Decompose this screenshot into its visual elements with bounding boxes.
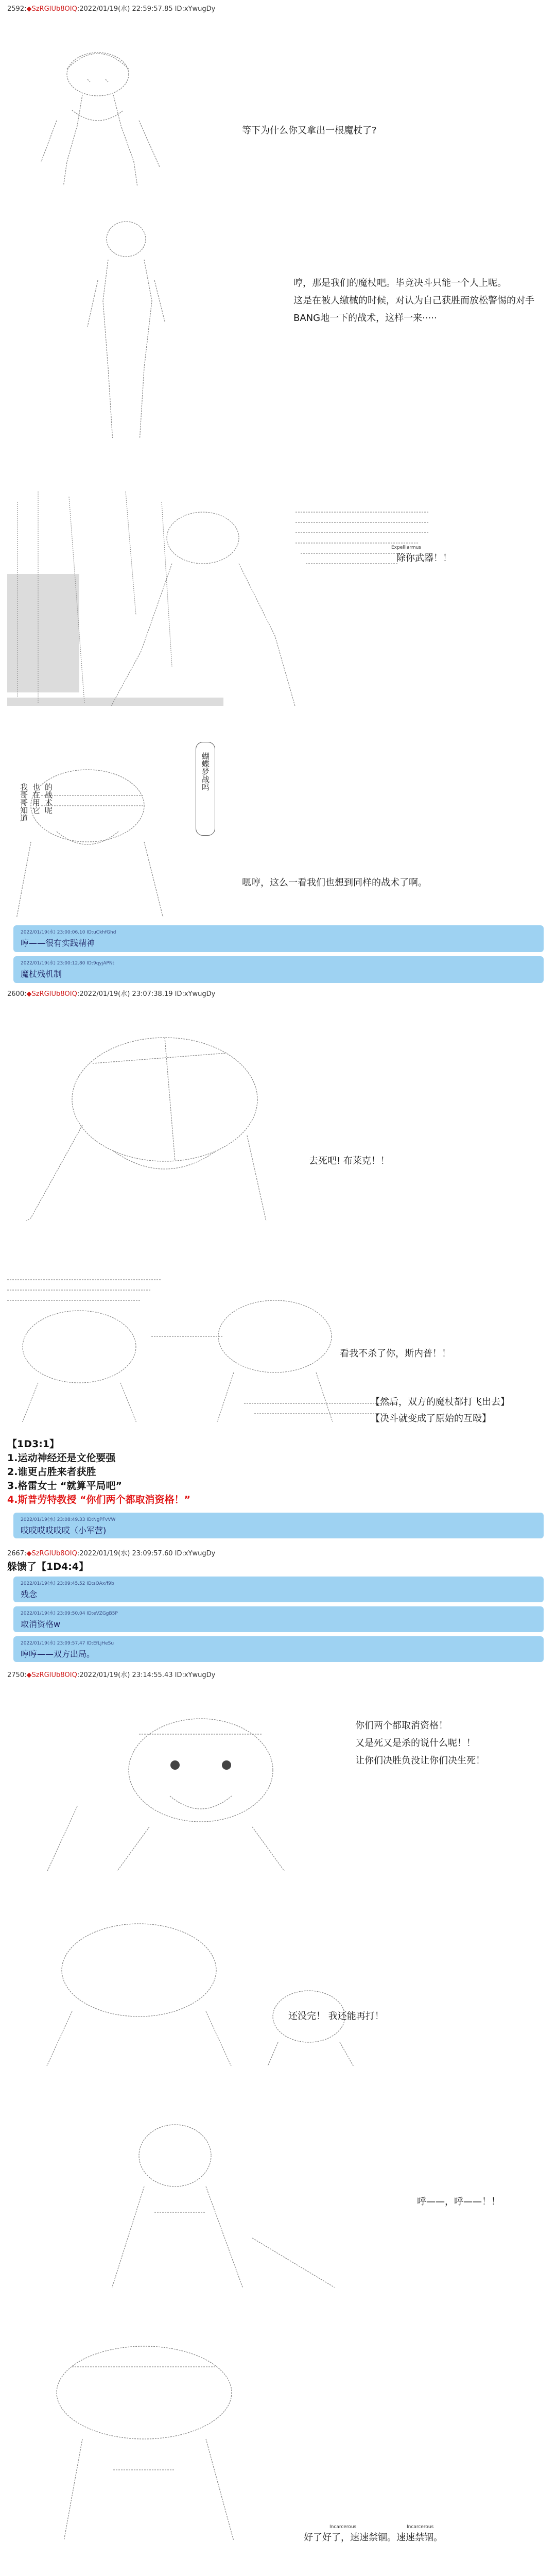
dialogue-line: 呼——，呼——！！ (417, 2196, 500, 2207)
post-number: 2667 (7, 1550, 25, 1557)
spell-ruby: Expelliarmus (391, 545, 421, 550)
vote-option: 2.谁更占胜来者获胜 (7, 1466, 96, 1478)
ascii-art-panel-3 (7, 464, 450, 706)
reply-body: 哼——很有实践精神 (21, 938, 95, 948)
reply-box (13, 925, 544, 952)
dialogue-line: BANG地一下的战术，这样一来····· (293, 313, 437, 324)
vertical-text: 蝴蝶梦战吗 (201, 752, 210, 791)
reply-box (13, 1577, 544, 1602)
ascii-art-panel-1 (10, 21, 185, 185)
post-header: 2600:◆SzRGIUb8OIQ:2022/01/19(水) 23:07:38.19 ID:xYwugDy (7, 990, 216, 998)
ascii-art-panel-9 (77, 2092, 366, 2287)
dialogue-line: 还没完！ 我还能再打！ (288, 2011, 384, 2022)
dialogue-line: 看我不杀了你，斯内普！！ (340, 1348, 451, 1359)
reply-body: 残念 (21, 1589, 38, 1599)
dialogue-line: 去死吧! 布莱克！！ (309, 1156, 390, 1166)
vertical-text: 我哥哥知道 (19, 783, 28, 822)
post-meta: 2022/01/19(水) 23:09:57.60 ID:xYwugDy (79, 1550, 216, 1557)
narration-line: 【决斗就变成了原始的互殴】 (371, 1413, 491, 1424)
post-meta: 2022/01/19(水) 23:07:38.19 ID:xYwugDy (79, 990, 216, 998)
post-header: 2750:◆SzRGIUb8OIQ:2022/01/19(水) 23:14:55.43 ID:xYwugDy (7, 1671, 216, 1679)
reply-box (13, 1513, 544, 1538)
ascii-art-panel-8 (21, 1896, 381, 2066)
ascii-art-panel-6 (7, 1252, 398, 1422)
reply-body: 哼哼——双方出局。 (21, 1649, 95, 1659)
reply-meta: 2022/01/19(水) 23:09:45.52 ID:sOAx/f9b (21, 1581, 114, 1586)
vote-option: 3.格雷女士 “就算平局吧” (7, 1480, 123, 1492)
ascii-art-panel-7 (46, 1686, 324, 1871)
narration-line: 【然后，双方的魔杖都打飞出去】 (371, 1397, 510, 1408)
poster-name: ◆SzRGIUb8OIQ (26, 1550, 77, 1557)
dialogue-line: 这是在被人缴械的时候，对认为自己获胜而放松警惕的对手 (293, 295, 534, 306)
vote-option: 4.斯普劳特教授 “你们两个都取消资格！” (7, 1494, 191, 1505)
reply-body: 取消资格w (21, 1619, 61, 1629)
dialogue-line: 好了好了，速速禁锢。速速禁锢。 (304, 2532, 443, 2543)
reply-body: 哎哎哎哎哎哎（小军营) (21, 1526, 107, 1535)
vertical-text: 的战术呢 (44, 783, 53, 814)
reply-meta: 2022/01/19(水) 23:00:12.80 ID:9qyjAPNt (21, 961, 115, 966)
reply-box (13, 1606, 544, 1632)
dialogue-line: 让你们决胜负没让你们决生死！ (355, 1755, 485, 1766)
ascii-art-panel-10 (21, 2318, 288, 2540)
reply-meta: 2022/01/19(水) 23:09:57.47 ID:EfLjHeSu (21, 1641, 114, 1646)
dice-vote (7, 1437, 190, 1507)
spell-ruby: Incarcerous (329, 2524, 357, 2530)
post-meta: 2022/01/19(水) 23:14:55.43 ID:xYwugDy (79, 1671, 216, 1679)
dialogue-line: 嗯哼，这么一看我们也想到同样的战术了啊。 (242, 877, 427, 888)
vote-title: 【1D3:1】 (7, 1438, 60, 1450)
dialogue-line: 又是死又是杀的说什么呢！！ (355, 1738, 476, 1749)
spell-shout: 除你武器！！ (396, 553, 452, 564)
reply-box (13, 1636, 544, 1662)
post-number: 2600 (7, 990, 25, 998)
dice-result: 躲馈了【1D4:4】 (7, 1561, 89, 1572)
dialogue-line: 等下为什么你又拿出一根魔杖了? (242, 125, 377, 136)
post-header: 2667:◆SzRGIUb8OIQ:2022/01/19(水) 23:09:57.60 ID:xYwugDy (7, 1550, 216, 1557)
poster-name: ◆SzRGIUb8OIQ (26, 990, 77, 998)
ascii-art-panel-2 (77, 196, 175, 438)
spell-ruby: Incarcerous (407, 2524, 434, 2530)
reply-meta: 2022/01/19(水) 23:08:49.33 ID:NgPFvVW (21, 1517, 116, 1522)
dialogue-line: 哼，那是我们的魔杖吧。毕竟决斗只能一个人上呢。 (293, 278, 507, 289)
reply-meta: 2022/01/19(水) 23:00:06.10 ID:uCkhfGhd (21, 930, 116, 935)
post-number: 2592 (7, 5, 25, 13)
post-header: 2592:◆SzRGIUb8OIQ:2022/01/19(水) 22:59:57.85 ID:xYwugDy (7, 5, 216, 13)
poster-name: ◆SzRGIUb8OIQ (26, 1671, 77, 1679)
post-meta: 2022/01/19(水) 22:59:57.85 ID:xYwugDy (79, 5, 216, 13)
dialogue-line: 你们两个都取消资格！ (355, 1720, 448, 1731)
ascii-art-panel-5 (10, 1005, 278, 1221)
reply-meta: 2022/01/19(水) 23:09:50.04 ID:eVZGgB5P (21, 1611, 118, 1616)
ascii-art-panel-4 (10, 737, 227, 917)
reply-body: 魔杖残机制 (21, 969, 62, 979)
vote-option: 1.运动神经还是文伦要强 (7, 1452, 116, 1464)
poster-name: ◆SzRGIUb8OIQ (26, 5, 77, 13)
post-number: 2750 (7, 1671, 25, 1679)
reply-box (13, 956, 544, 983)
vertical-text: 也在用它 (31, 783, 41, 814)
